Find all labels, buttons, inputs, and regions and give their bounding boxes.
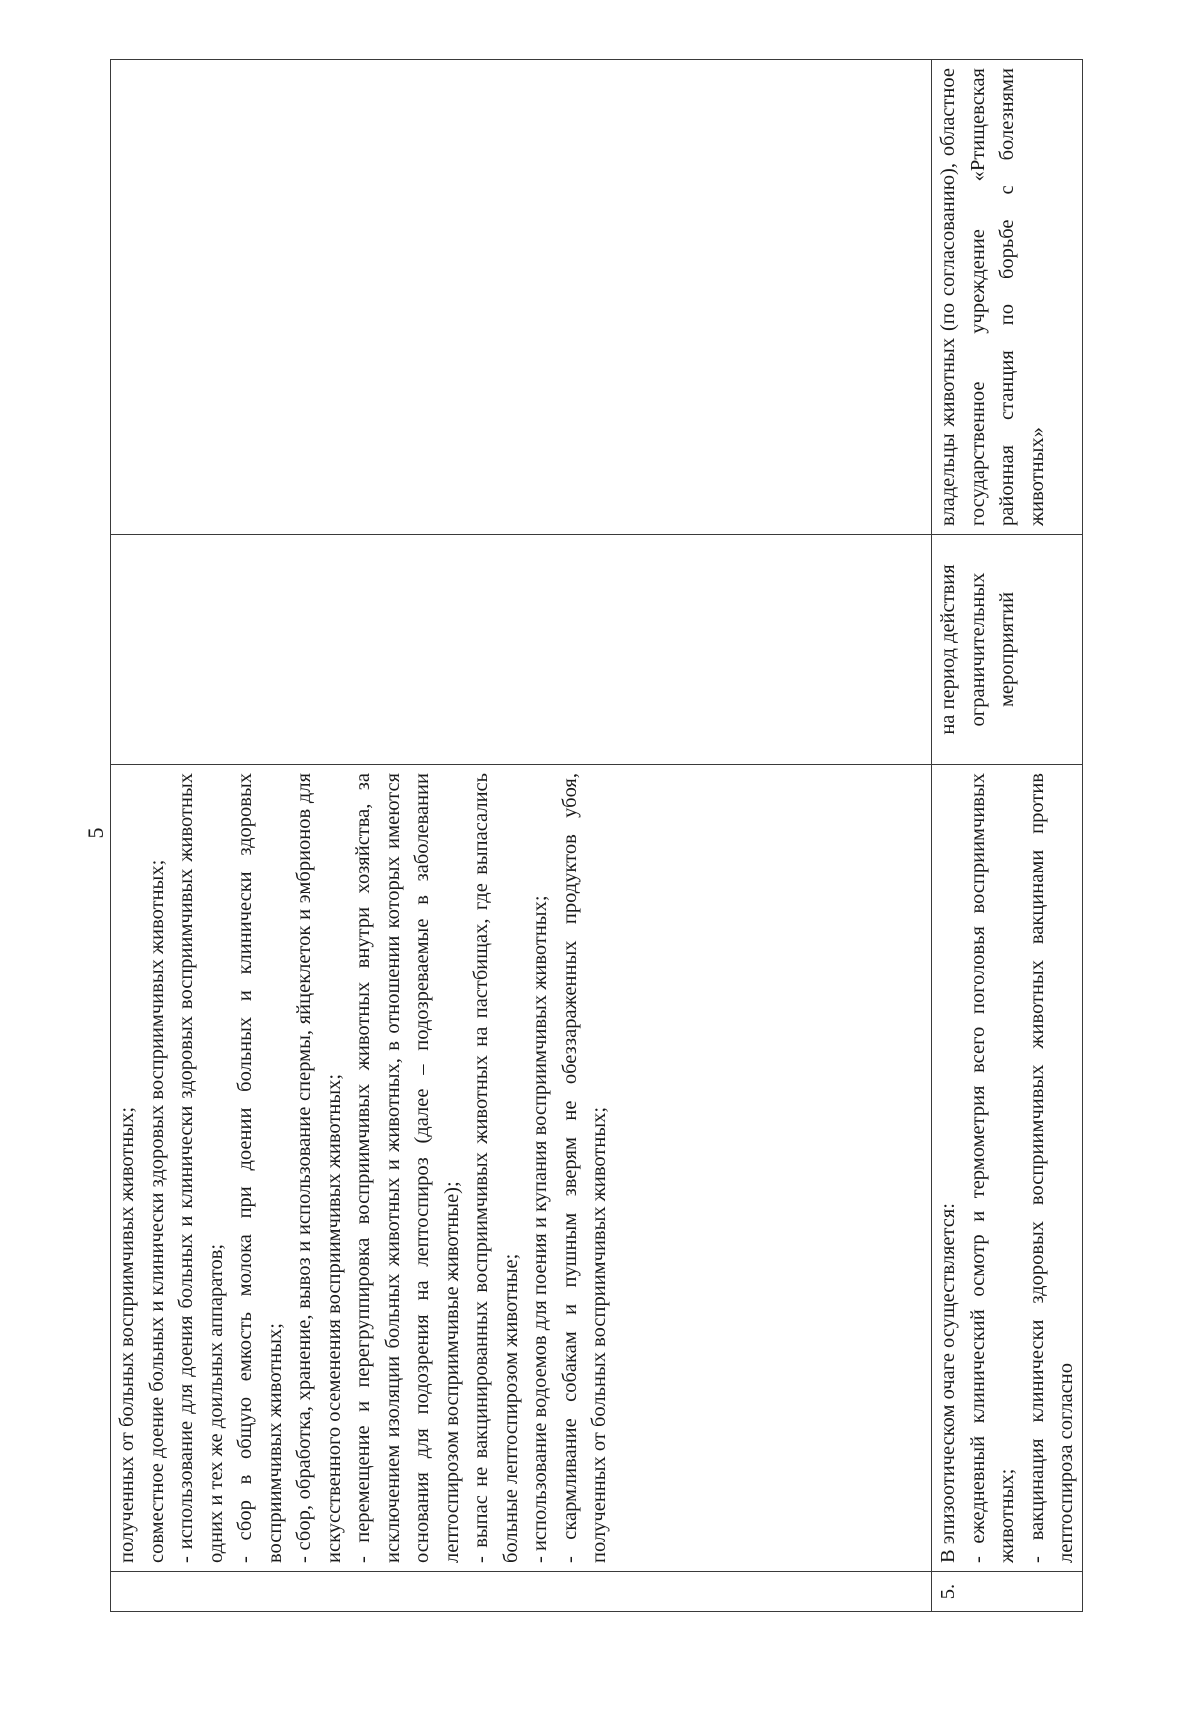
measure-line: - использование для доения больных и клинически здоровых восприимчивых животных одних и тех же доильных аппаратов; xyxy=(175,773,227,1563)
responsible-cell xyxy=(111,60,932,535)
table-row xyxy=(932,60,1083,1612)
table-row xyxy=(111,60,932,1612)
measure-line: - использование водоемов для поения и купания восприимчивых животных; xyxy=(529,895,551,1563)
measures-cell xyxy=(111,765,932,1572)
measure-line: - ежедневный клинический осмотр и термометрия всего поголовья восприимчивых животных; xyxy=(966,773,1018,1563)
page-number: 5 xyxy=(83,827,108,839)
rotated-table-container xyxy=(110,60,1080,1612)
row-number-cell xyxy=(111,1572,932,1612)
measure-line: - сбор, обработка, хранение, вывоз и использование спермы, яйцеклеток и эмбрионов для искусственного осеменения восприимчивых животных; xyxy=(293,773,345,1563)
row-number-cell: 5. xyxy=(932,1572,1083,1612)
measure-line: - скармливание собакам и пушным зверям не обеззараженных продуктов убоя, полученных от больных восприимчивых животных; xyxy=(558,773,610,1563)
measure-line: В эпизоотическом очаге осуществляется: xyxy=(937,1203,959,1563)
measures-cell xyxy=(932,765,1083,1572)
responsible-cell: владельцы животных (по согласованию), областное государственное учреждение «Ртищевская районная станция по борьбе с болезнями животных» xyxy=(932,60,1083,535)
measure-line: - вакцинация клинически здоровых восприимчивых животных вакцинами против лептоспироза согласно xyxy=(1025,773,1077,1563)
measure-line: - перемещение и перегруппировка восприимчивых животных внутри хозяйства, за исключением изоляции больных животных и животных, в отношении которых имеются основания для подозрения на лептоспироз (далее – подозреваемые в заболевании лептоспирозом восприимчивые животные); xyxy=(352,773,463,1563)
measure-line: совместное доение больных и клинически здоровых восприимчивых животных; xyxy=(145,859,168,1563)
measures-table xyxy=(110,59,1083,1612)
period-cell xyxy=(111,535,932,765)
period-cell: на период действия ограничительных мероприятий xyxy=(932,535,1083,765)
measure-line: полученных от больных восприимчивых животных; xyxy=(116,1106,138,1563)
measure-line: - сбор в общую емкость молока при доении больных и клинически здоровых восприимчивых животных; xyxy=(234,773,286,1563)
measure-line: - выпас не вакцинированных восприимчивых животных на пастбищах, где выпасались больные лептоспирозом животные; xyxy=(470,773,522,1563)
